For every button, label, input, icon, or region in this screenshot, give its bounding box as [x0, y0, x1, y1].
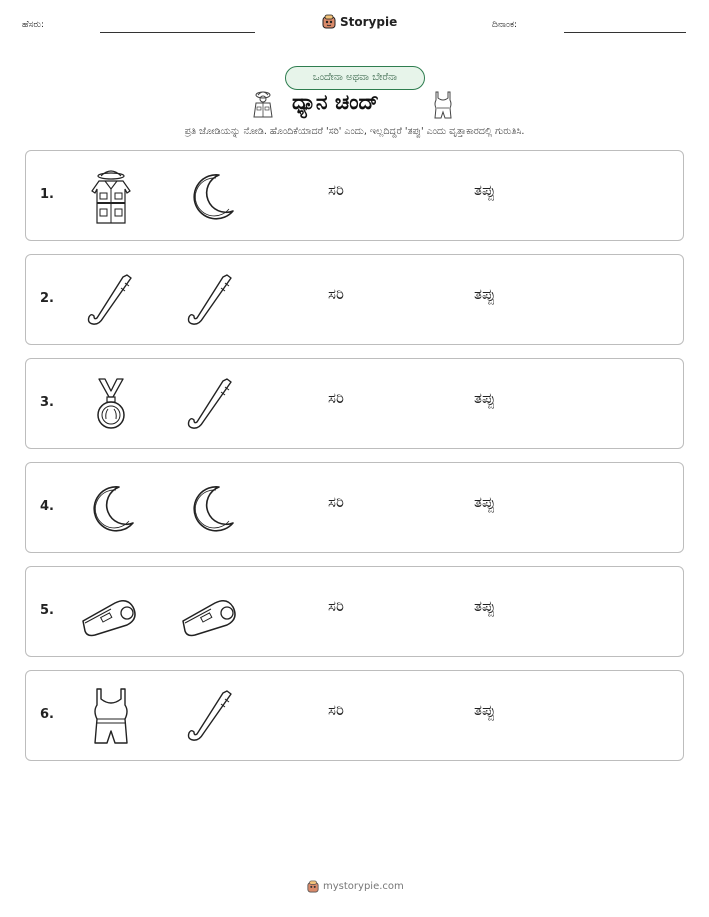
option-wrong[interactable]: ತಪ್ಪು — [474, 597, 496, 615]
footer-url[interactable]: mystorypie.com — [323, 881, 404, 892]
page-title: ಧ್ಯಾನ ಚಂದ್ — [292, 90, 379, 114]
question-number: 2. — [40, 291, 54, 306]
question-number: 6. — [40, 707, 54, 722]
uniform-icon — [81, 167, 141, 227]
moon-icon — [81, 479, 141, 539]
question-row-6 — [25, 670, 684, 761]
storypie-mascot-icon — [307, 880, 319, 893]
worksheet-tag: ಒಂದೇನಾ ಅಥವಾ ಬೇರೆನಾ — [285, 66, 425, 90]
option-correct[interactable]: ಸರಿ — [328, 493, 344, 511]
hockey-stick-icon — [181, 375, 241, 435]
name-label: ಹೆಸರು: — [22, 20, 45, 30]
question-number: 4. — [40, 499, 54, 514]
option-wrong[interactable]: ತಪ್ಪು — [474, 389, 496, 407]
question-row-5 — [25, 566, 684, 657]
storypie-mascot-icon — [322, 14, 336, 29]
hockey-stick-icon — [181, 687, 241, 747]
option-wrong[interactable]: ತಪ್ಪು — [474, 493, 496, 511]
instruction-text: ಪ್ರತಿ ಜೋಡಿಯನ್ನು ನೋಡಿ. ಹೊಂದಿಕೆಯಾದರೆ 'ಸರಿ' ಎಂದು, ಇಲ್ಲದಿದ್ದರೆ 'ತಪ್ಪು' ಎಂದು ವೃತ್ತಾಕಾರದಲ್ಲಿ ಗುರುತಿಸಿ. — [184, 126, 525, 137]
brand-name: Storypie — [340, 14, 398, 29]
whistle-icon — [181, 583, 241, 643]
moon-icon — [181, 479, 241, 539]
option-correct[interactable]: ಸರಿ — [328, 285, 344, 303]
question-row-2 — [25, 254, 684, 345]
date-label: ದಿನಾಂಕ: — [492, 20, 518, 30]
hockey-stick-icon — [81, 271, 141, 331]
option-wrong[interactable]: ತಪ್ಪು — [474, 285, 496, 303]
footer — [307, 880, 404, 893]
option-correct[interactable]: ಸರಿ — [328, 389, 344, 407]
whistle-icon — [81, 583, 141, 643]
singlet-icon — [81, 687, 141, 747]
option-wrong[interactable]: ತಪ್ಪು — [474, 701, 496, 719]
option-wrong[interactable]: ತಪ್ಪು — [474, 181, 496, 199]
option-correct[interactable]: ಸರಿ — [328, 597, 344, 615]
brand-logo — [322, 14, 397, 29]
moon-icon — [181, 167, 241, 227]
question-row-1 — [25, 150, 684, 241]
date-line[interactable] — [564, 32, 686, 33]
question-row-4 — [25, 462, 684, 553]
explorer-icon — [250, 90, 276, 120]
question-number: 5. — [40, 603, 54, 618]
hockey-stick-icon — [181, 271, 241, 331]
question-row-3 — [25, 358, 684, 449]
singlet-icon — [433, 90, 453, 120]
option-correct[interactable]: ಸರಿ — [328, 181, 344, 199]
name-line[interactable] — [100, 32, 255, 33]
option-correct[interactable]: ಸರಿ — [328, 701, 344, 719]
question-number: 1. — [40, 187, 54, 202]
question-number: 3. — [40, 395, 54, 410]
medal-icon — [81, 375, 141, 435]
